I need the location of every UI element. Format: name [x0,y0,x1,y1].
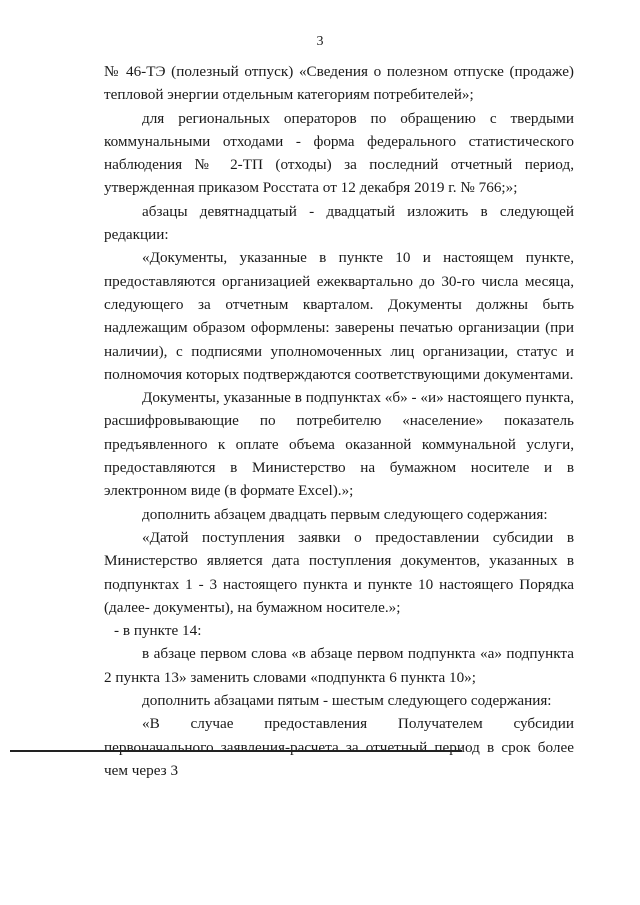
paragraph-initial-application: «В случае предоставления Получателем субсидии первоначального заявления-расчета за отчетный период в срок более чем через 3 [104,715,574,779]
document-body [104,60,574,782]
paragraph-application-date: «Датой поступления заявки о предоставлении субсидии в Министерство является дата поступления документов, указанных в подпунктах 1 - 3 настоящего пункта и пункте 10 настоящего Порядка (далее- документы), на бумажном носителе.»; [104,528,574,616]
page-number: 3 [316,34,324,49]
footer-divider [10,750,462,752]
paragraph-continuation: № 46-ТЭ (полезный отпуск) «Сведения о полезном отпуске (продаже) тепловой энергии отдельным категориям потребителей»; [104,63,574,104]
paragraph-documents-quarterly: «Документы, указанные в пункте 10 и настоящем пункте, предоставляются организацией ежеквартально до 30-го числа месяца, следующего за отчетным кварталом. Документы должны быть надлежащим образом оформлены: заверены печатью организации (при наличии), с подписями уполномоченных лиц организации, статус и полномочия которых подтверждаются соответствующими документами. [104,249,574,383]
paragraph-documents-subpoints: Документы, указанные в подпунктах «б» - «и» настоящего пункта, расшифровывающие по потребителю «население» показатель предъявленного к оплате объема оказанной коммунальной услуги, предоставляются в Министерство на бумажном носителе и в электронном виде (в формате Excel).»; [104,389,574,500]
paragraph-add-21: дополнить абзацем двадцать первым следующего содержания: [142,505,548,523]
paragraph-replace-words: в абзаце первом слова «в абзаце первом подпункта «а» подпункта 2 пункта 13» заменить словами «подпункта 6 пункта 10»; [104,645,574,686]
paragraph-add-5-6: дополнить абзацами пятым - шестым следующего содержания: [142,692,552,710]
paragraph-regional-operators: для региональных операторов по обращению с твердыми коммунальными отходами - форма федерального статистического наблюдения № 2-ТП (отходы) за последний отчетный период, утвержденная приказом Росстата от 12 декабря 2019 г. № 766;»; [104,109,574,197]
paragraph-amendment-19-20: абзацы девятнадцатый - двадцатый изложить в следующей редакции: [104,202,574,244]
paragraph-point-14: - в пункте 14: [114,622,202,640]
